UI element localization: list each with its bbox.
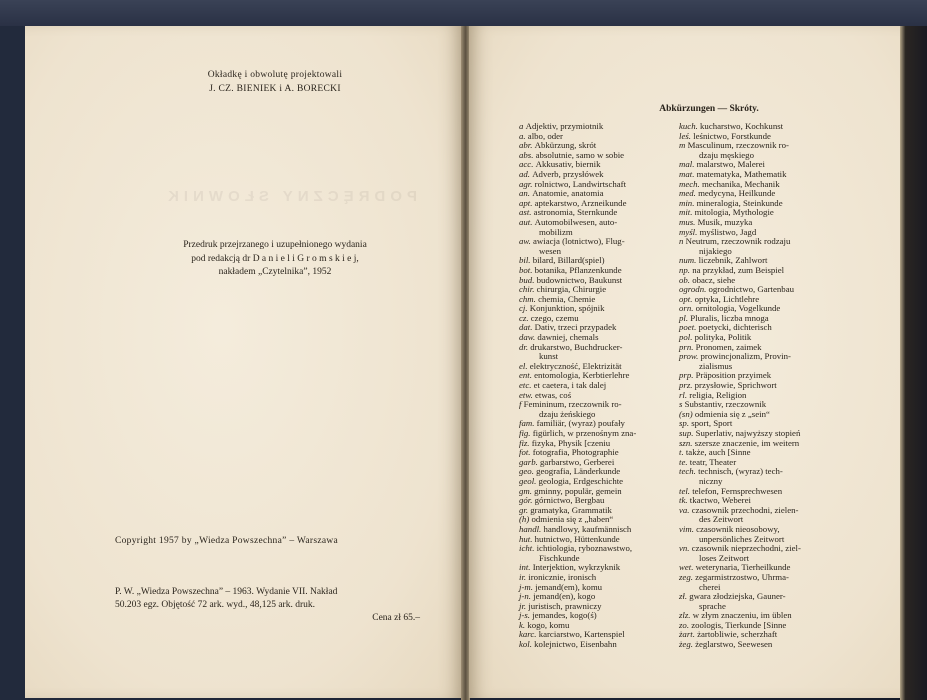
- publication-info: [115, 586, 435, 625]
- abbreviation-term: geo.: [519, 466, 537, 477]
- abbreviation-term: (sn): [679, 408, 695, 419]
- abbreviation-term: bot.: [519, 264, 535, 275]
- abbreviation-meaning: Akkusativ, biernik: [535, 159, 601, 170]
- abbreviation-term: j-s.: [519, 610, 533, 621]
- abbreviation-meaning: Substantiv, rzeczownik: [684, 399, 767, 410]
- abbreviation-term: chir.: [519, 284, 537, 295]
- abbreviation-term: a.: [519, 130, 528, 141]
- abbreviation-meaning: gminny, populär, gemein: [534, 485, 622, 496]
- abbreviation-term: etc.: [519, 380, 534, 391]
- abbreviation-meaning: budownictwo, Baukunst: [536, 274, 623, 285]
- reprint-notice: [140, 239, 410, 280]
- abbreviation-term: aw.: [519, 236, 534, 247]
- abbreviation-term: abs.: [519, 149, 536, 160]
- abbreviation-meaning: cherei: [699, 581, 721, 592]
- abbreviation-term: cj.: [519, 303, 530, 314]
- abbreviation-meaning: mobilizm: [539, 226, 573, 237]
- abbreviation-term: a: [519, 121, 526, 131]
- abbreviation-meaning: Konjunktion, spójnik: [529, 303, 605, 314]
- abbreviation-term: tech.: [679, 466, 699, 477]
- abbreviation-meaning: kunst: [539, 351, 559, 362]
- abbreviation-term: ast.: [519, 207, 534, 218]
- abbreviation-meaning: tkactwo, Weberei: [689, 495, 751, 506]
- abbreviation-term: hut.: [519, 533, 535, 544]
- abbreviation-meaning: Musik, muzyka: [697, 216, 753, 227]
- abbreviation-term: cz.: [519, 312, 531, 323]
- abbreviation-term: agr.: [519, 178, 535, 189]
- abbreviation-meaning: technisch, (wyraz) tech-: [698, 466, 783, 477]
- book-edge: [900, 26, 927, 700]
- abbreviation-term: prn.: [679, 341, 696, 352]
- abbreviation-meaning: matematyka, Mathematik: [696, 168, 787, 179]
- abbreviation-meaning: ornitologia, Vogelkunde: [695, 303, 781, 314]
- abbreviation-meaning: gramatyka, Grammatik: [530, 504, 612, 515]
- abbreviation-term: prp.: [679, 370, 696, 381]
- publication-line: P. W. „Wiedza Powszechna” – 1963. Wydanie VII. Nakład: [115, 587, 338, 597]
- abbreviation-term: fig.: [519, 428, 533, 438]
- abbreviation-meaning: unpersönliches Zeitwort: [699, 533, 785, 544]
- abbreviation-meaning: etwas, coś: [534, 389, 572, 400]
- abbreviation-term: szn.: [679, 437, 695, 448]
- abbreviation-meaning: odmienia się z „sein“: [694, 408, 770, 419]
- abbreviation-term: mal.: [679, 159, 697, 170]
- abbreviation-meaning: absolutnie, samo w sobie: [535, 149, 625, 160]
- abbreviation-meaning: telefon, Fernsprechwesen: [692, 485, 783, 496]
- abbreviation-term: mit.: [679, 207, 695, 218]
- abbreviation-term: k.: [519, 619, 528, 630]
- abbreviation-term: n: [679, 236, 686, 247]
- abbreviation-meaning: chirurgia, Chirurgie: [536, 284, 607, 295]
- abbreviation-meaning: ironicznie, ironisch: [528, 571, 597, 582]
- abbreviation-term: gr.: [519, 504, 531, 515]
- credits-line: J. CZ. BIENIEK i A. BORECKI: [209, 84, 341, 94]
- abbreviation-meaning: Neutrum, rzeczownik rodzaju: [685, 236, 791, 247]
- reprint-line: Przedruk przejrzanego i uzupełnionego wydania: [183, 240, 367, 250]
- abbreviation-term: karc.: [519, 629, 539, 640]
- abbreviation-term: f: [519, 399, 524, 410]
- abbreviation-term: tk.: [679, 495, 690, 506]
- abbreviation-term: bud.: [519, 274, 537, 285]
- abbreviation-meaning: polityka, Politik: [694, 332, 752, 343]
- abbreviation-meaning: mechanika, Mechanik: [701, 178, 780, 189]
- abbreviation-term: mus.: [679, 216, 698, 227]
- abbreviation-term: kol.: [519, 639, 535, 650]
- abbreviation-meaning: albo, oder: [527, 130, 563, 141]
- abbreviation-term: ent.: [519, 370, 535, 381]
- abbreviation-meaning: Dativ, trzeci przypadek: [534, 322, 617, 333]
- abbreviation-term: dr.: [519, 341, 531, 352]
- abbreviation-meaning: dzaju żeńskiego: [539, 408, 596, 419]
- abbreviation-meaning: malarstwo, Malerei: [696, 159, 766, 170]
- abbreviation-meaning: jemand(en), kogo: [533, 591, 596, 602]
- abbreviation-term: ob.: [679, 274, 693, 285]
- abbreviation-meaning: handlowy, kaufmännisch: [543, 523, 632, 534]
- abbreviation-term: fot.: [519, 447, 533, 458]
- abbreviation-term: geol.: [519, 475, 539, 486]
- abbreviation-term: min.: [679, 197, 697, 208]
- abbreviation-term: mech.: [679, 178, 702, 189]
- abbreviation-meaning: awiacja (lotnictwo), Flug-: [533, 236, 625, 247]
- abbreviation-term: leś.: [679, 130, 694, 141]
- abbreviation-term: aut.: [519, 216, 535, 227]
- abbreviation-term: fam.: [519, 418, 537, 429]
- abbreviation-term: icht.: [519, 543, 537, 554]
- abbreviation-meaning: Adverb, przysłówek: [532, 168, 604, 179]
- abbreviation-meaning: karciarstwo, Kartenspiel: [538, 629, 625, 640]
- reprint-line: pod redakcją dr D a n i e l i G r o m s k i e j,: [191, 253, 359, 264]
- cover-credits: [165, 68, 385, 96]
- abbreviation-term: mat.: [679, 168, 697, 179]
- abbreviation-meaning: czasownik nieprzechodni, ziel-: [691, 543, 801, 554]
- abbreviation-meaning: Superlativ, najwyższy stopień: [695, 428, 801, 438]
- abbreviation-meaning: dawniej, chemals: [537, 332, 599, 343]
- abbreviation-term: m: [679, 140, 688, 151]
- abbreviation-meaning: zoologis, Tierkunde [Sinne: [691, 619, 787, 630]
- abbreviation-meaning: Präposition przyimek: [695, 370, 772, 381]
- abbreviation-meaning: fizyka, Physik [czeniu: [531, 437, 611, 448]
- abbreviation-meaning: niczny: [699, 475, 723, 486]
- abbreviation-meaning: dzaju męskiego: [699, 149, 754, 160]
- abbreviation-meaning: astronomia, Sternkunde: [533, 207, 618, 218]
- abbreviation-term: vn.: [679, 543, 692, 554]
- abbreviation-term: żeg.: [679, 639, 696, 650]
- abbreviation-meaning: szersze znaczenie, im weitern: [694, 437, 800, 448]
- abbreviation-term: żart.: [679, 629, 698, 640]
- abbreviation-term: te.: [679, 456, 690, 467]
- abbreviation-term: dat.: [519, 322, 535, 333]
- abbreviation-term: sup.: [679, 428, 696, 438]
- abbreviation-meaning: elektryczność, Elektrizität: [529, 360, 622, 371]
- abbreviation-term: opt.: [679, 293, 695, 304]
- abbreviation-term: bil.: [519, 255, 533, 266]
- abbreviation-term: kuch.: [679, 121, 701, 131]
- publication-line: 50.203 egz. Objętość 72 ark. wyd., 48,125 ark. druk.: [115, 600, 315, 610]
- price: Cena zł 65.–: [372, 613, 420, 623]
- abbreviation-meaning: myślistwo, Jagd: [699, 226, 757, 237]
- abbreviation-meaning: familiär, (wyraz) poufały: [536, 418, 625, 429]
- abbreviation-meaning: żartobliwie, scherzhaft: [697, 629, 778, 640]
- abbreviation-term: zlz.: [679, 610, 693, 621]
- copyright-line: Copyright 1957 by „Wiedza Powszechna” – Warszawa: [115, 536, 339, 546]
- abbreviation-meaning: czasownik przechodni, zielen-: [691, 504, 799, 515]
- abbreviation-meaning: czasownik nieosobowy,: [696, 523, 780, 534]
- show-through-title: PODRĘCZNY SŁOWNIK: [163, 188, 417, 205]
- abbreviation-meaning: jemandes, kogo(ś): [532, 610, 597, 621]
- abbreviation-meaning: na przykład, zum Beispiel: [692, 264, 785, 275]
- abbreviation-meaning: teatr, Theater: [689, 456, 737, 467]
- abbreviation-entry: [679, 640, 889, 650]
- abbreviation-term: tel.: [679, 485, 693, 496]
- abbreviation-meaning: Abkürzung, skrót: [534, 140, 597, 151]
- abbreviation-meaning: sprache: [699, 600, 726, 611]
- abbreviation-term: pol.: [679, 332, 695, 343]
- abbreviation-term: j-m.: [519, 581, 536, 592]
- abbreviation-meaning: geologia, Erdgeschichte: [538, 475, 624, 486]
- abbreviation-term: prz.: [679, 380, 695, 391]
- abbreviation-meaning: entomologia, Kerbtierlehre: [534, 370, 630, 381]
- abbreviation-term: gm.: [519, 485, 535, 496]
- abbreviation-term: rl.: [679, 389, 690, 400]
- abbreviation-meaning: et caetera, i tak dalej: [533, 380, 607, 391]
- abbreviation-meaning: Interjektion, wykrzyknik: [532, 562, 621, 573]
- abbreviation-term: chm.: [519, 293, 539, 304]
- abbreviation-meaning: medycyna, Heilkunde: [698, 188, 776, 199]
- abbreviation-meaning: optyka, Lichtlehre: [694, 293, 760, 304]
- abbreviation-meaning: bilard, Billard(spiel): [532, 255, 605, 266]
- abbreviation-term: orn.: [679, 303, 696, 314]
- abbreviation-meaning: ichtiologia, ryboznawstwo,: [536, 543, 633, 554]
- abbreviation-term: gór.: [519, 495, 535, 506]
- abbreviation-term: acc.: [519, 159, 536, 170]
- abbreviation-term: int.: [519, 562, 533, 573]
- abbreviations-heading: Abkürzungen — Skróty.: [659, 104, 759, 114]
- abbreviation-meaning: sport, Sport: [691, 418, 733, 429]
- abbreviation-meaning: Masculinum, rzeczownik ro-: [687, 140, 789, 151]
- abbreviation-term: ogrodn.: [679, 284, 709, 295]
- abbreviation-term: ir.: [519, 571, 529, 582]
- abbreviation-meaning: kolejnictwo, Eisenbahn: [534, 639, 617, 650]
- abbreviation-term: prow.: [679, 351, 701, 362]
- abbreviation-meaning: garbarstwo, Gerberei: [540, 456, 615, 467]
- abbreviation-meaning: mineralogia, Steinkunde: [696, 197, 783, 208]
- abbreviation-term: (h): [519, 514, 532, 525]
- abbreviation-meaning: kogo, komu: [527, 619, 570, 630]
- abbreviation-meaning: gwara złodziejska, Gauner-: [689, 591, 786, 602]
- abbreviation-meaning: także, auch [Sinne: [685, 447, 751, 458]
- abbreviation-term: el.: [519, 360, 530, 371]
- abbreviation-term: apt.: [519, 197, 535, 208]
- abbreviation-meaning: czego, czemu: [530, 312, 579, 323]
- abbreviation-meaning: obacz, siehe: [692, 274, 736, 285]
- abbreviation-term: sp.: [679, 418, 692, 429]
- abbreviation-meaning: żeglarstwo, Seewesen: [695, 639, 773, 650]
- abbreviation-meaning: Fischkunde: [539, 552, 580, 563]
- abbreviation-meaning: Anatomie, anatomia: [532, 188, 604, 199]
- abbreviation-meaning: liczebnik, Zahlwort: [698, 255, 768, 266]
- abbreviation-meaning: chemia, Chemie: [538, 293, 596, 304]
- abbreviation-meaning: górnictwo, Bergbau: [534, 495, 605, 506]
- abbreviation-term: garb.: [519, 456, 541, 467]
- abbreviation-meaning: botanika, Pflanzenkunde: [534, 264, 622, 275]
- abbreviation-meaning: figürlich, w przenośnym zna-: [532, 428, 637, 438]
- abbreviation-term: pl.: [679, 312, 691, 323]
- abbreviation-term: myśl.: [679, 226, 700, 237]
- credits-line: Okładkę i obwolutę projektowali: [207, 70, 343, 80]
- abbreviation-meaning: prowincjonalizm, Provin-: [700, 351, 791, 362]
- abbreviation-term: handl.: [519, 523, 544, 534]
- abbreviation-meaning: kucharstwo, Kochkunst: [700, 121, 784, 131]
- abbreviation-term: j-n.: [519, 591, 534, 602]
- abbreviation-meaning: wesen: [539, 245, 561, 256]
- abbreviation-meaning: Adjektiv, przymiotnik: [525, 121, 604, 131]
- abbreviation-meaning: w złym znaczeniu, im üblen: [692, 610, 792, 621]
- abbreviation-term: np.: [679, 264, 693, 275]
- abbreviation-meaning: weterynaria, Tierheilkunde: [695, 562, 791, 573]
- abbreviation-term: fiz.: [519, 437, 532, 448]
- abbreviation-term: ad.: [519, 168, 533, 179]
- abbreviation-meaning: rolnictwo, Landwirtschaft: [534, 178, 627, 189]
- abbreviation-term: va.: [679, 504, 692, 515]
- abbreviation-meaning: des Zeitwort: [699, 514, 744, 525]
- abbreviation-meaning: loses Zeitwort: [699, 552, 750, 563]
- abbreviation-meaning: aptekarstwo, Arzneikunde: [534, 197, 627, 208]
- reprint-line: nakładem „Czytelnika”, 1952: [218, 267, 332, 277]
- abbreviation-term: etw.: [519, 389, 535, 400]
- abbreviation-meaning: Pluralis, liczba mnoga: [690, 312, 769, 323]
- abbreviation-meaning: zegarmistrzostwo, Uhrma-: [695, 571, 789, 582]
- abbreviation-term: t.: [679, 447, 686, 458]
- abbreviation-meaning: Femininum, rzeczownik ro-: [523, 399, 622, 410]
- abbreviation-term: daw.: [519, 332, 538, 343]
- abbreviation-meaning: jemand(em), komu: [535, 581, 603, 592]
- abbreviation-meaning: nijakiego: [699, 245, 732, 256]
- abbreviation-meaning: poetycki, dichterisch: [698, 322, 772, 333]
- abbreviation-term: med.: [679, 188, 699, 199]
- abbreviation-term: an.: [519, 188, 533, 199]
- abbreviations-column-2: [679, 122, 889, 650]
- abbreviation-term: zeg.: [679, 571, 696, 582]
- left-page: [25, 26, 462, 698]
- abbreviation-term: zł.: [679, 591, 690, 602]
- abbreviation-term: jr.: [519, 600, 529, 611]
- abbreviation-term: poet.: [679, 322, 699, 333]
- abbreviation-term: num.: [679, 255, 699, 266]
- abbreviation-meaning: zialismus: [699, 360, 733, 371]
- abbreviation-meaning: odmienia się z „haben“: [531, 514, 614, 525]
- abbreviation-meaning: juristisch, prawniczy: [528, 600, 602, 611]
- abbreviation-meaning: Pronomen, zaimek: [695, 341, 762, 352]
- abbreviation-meaning: religia, Religion: [689, 389, 747, 400]
- right-page: [469, 26, 901, 698]
- abbreviation-meaning: leśnictwo, Forstkunde: [693, 130, 771, 141]
- abbreviation-meaning: przysłowie, Sprichwort: [694, 380, 777, 391]
- book-cover-top: [0, 0, 927, 26]
- abbreviation-term: zo.: [679, 619, 692, 630]
- abbreviation-meaning: fotografia, Photographie: [532, 447, 619, 458]
- abbreviation-term: s: [679, 399, 685, 410]
- abbreviation-meaning: mitologia, Mythologie: [694, 207, 774, 218]
- abbreviation-term: wet.: [679, 562, 696, 573]
- abbreviation-meaning: drukarstwo, Buchdrucker-: [530, 341, 623, 352]
- abbreviation-term: vim.: [679, 523, 697, 534]
- abbreviation-term: abr.: [519, 140, 535, 151]
- abbreviation-meaning: hutnictwo, Hüttenkunde: [534, 533, 620, 544]
- abbreviation-meaning: geografia, Länderkunde: [536, 466, 621, 477]
- abbreviation-meaning: ogrodnictwo, Gartenbau: [708, 284, 794, 295]
- abbreviation-meaning: Automobilwesen, auto-: [534, 216, 618, 227]
